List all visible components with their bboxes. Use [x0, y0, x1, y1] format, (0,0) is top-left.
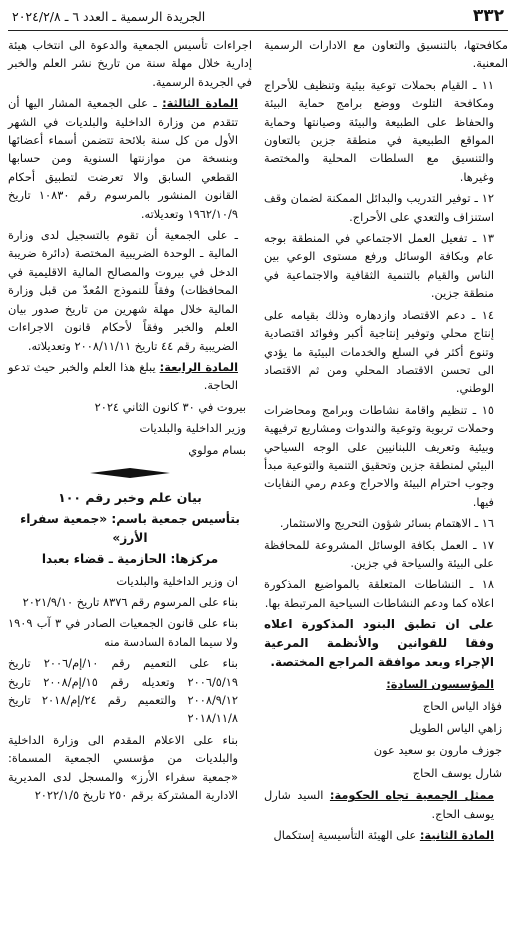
left-column [8, 36, 252, 926]
item-11: ١١ ـ القيام بحملات توعية بيئية وتنظيف للأحراج ومكافحة التلوث ووضع برامج حماية البيئة والحفاظ على الطبيعة والبيئة وصيانتها وحماية المواقع الطبيعية في منطقة جزين بالتعاون والتنسيق مع السلطات المحلية والمختصة وغيرها. [264, 77, 494, 184]
founder-name: شارل يوسف الحاج [412, 765, 502, 780]
item-13: ١٣ ـ تفعيل العمل الاجتماعي في المنطقة بوجه عام وبكافة الوسائل ورفع مستوى الوعي بين الناس والقيام بالتنمية الثقافية والاجتماعية في منطقة جزين. [264, 231, 494, 301]
gazette-title: الجريدة الرسمية ـ العدد ٦ ـ ٢٠٢٤/٢/٨ [12, 9, 206, 24]
article-three-text: ـ على الجمعية المشار اليها أن تتقدم من وزارة الداخلية والبلديات في الشهر الأول من كل سنة بلائحة تتضمن أسماء أعضائها وبنسخة من موازنتها السنوية ومن حسابها القطعي السابق والا تعرضت لتطبيق أحكام القانون المنشور بالمرسوم رقم ١٠٨٣٠ تاريخ ١٩٦٢/١٠/٩ وتعديلاته. [8, 96, 238, 221]
minister-line: ان وزير الداخلية والبلديات [116, 573, 238, 588]
article-two-text: على الهيئة التأسيسية إستكمال [273, 828, 420, 843]
conditions-paragraph: على ان تطبق البنود المذكورة اعلاه وفقا للقوانين والأنظمة المرعية الإجراء وبعد موافقة المراجع المختصة. [264, 617, 494, 670]
right-column [264, 36, 508, 926]
notice-location: مركزها: الحازمية ـ قضاء بعبدا [41, 552, 219, 567]
basis-law: بناء على قانون الجمعيات الصادر في ٣ آب ١٩٠٩ ولا سيما المادة السادسة منه [8, 616, 238, 649]
founders-label: المؤسسون السادة: [386, 677, 494, 692]
founders-list [264, 697, 508, 783]
article-three [8, 94, 252, 223]
item-15: ١٥ ـ تنظيم واقامة نشاطات وبرامج ومحاضرات وحملات تربوية وتوعية والندوات ومشاريع ترفيهية وبيئية وتعريف اللبنانيين على الوجه السياحي البيئي لمنطقة جزين وتحقيق التنمية والتوعية مبدأ وجوب احترام البيئة والاحراج وعدم رمي النفايات فيها. [264, 402, 494, 509]
notice-association-name: بتأسيس جمعية باسم: «جمعية سفراء الأرز» [20, 512, 240, 545]
article-two [264, 826, 508, 844]
item-18: ١٨ ـ النشاطات المتعلقة بالمواضيع المذكورة اعلاه كما ودعم النشاطات السياحية المرتبطة بها. [264, 577, 494, 610]
paragraph-continuation: مكافحتها، بالتنسيق والتعاون مع الادارات الرسمية المعنية. [264, 38, 508, 71]
basis-notification: بناء على الاعلام المقدم الى وزارة الداخلية والبلديات من مؤسسي الجمعية المسماة: «جمعية سفراء الأرز» والمسجل لدى المديرية الادارية المشتركة برقم ٢٥٠ تاريخ ٢٠٢٢/١/٥ [8, 732, 238, 803]
article-four-text: يبلغ هذا العلم والخبر حيث تدعو الحاجة. [8, 359, 238, 393]
basis-circular: بناء على التعميم رقم ١٠/إم/٢٠٠٦ تاريخ ٢٠٠٦/٥/١٩ وتعديله رقم ١٥/إم/٢٠٠٨ تاريخ ٢٠٠٨/٩/١٢ والتعميم رقم ٢٤/إم/٢٠١٨ تاريخ ٢٠١٨/١١/٨ [8, 656, 239, 726]
item-16: ١٦ ـ الاهتمام بسائر شؤون التحريج والاستثمار. [279, 516, 494, 531]
founder-name: جوزف مارون بو سعيد عون [373, 743, 502, 758]
article-two-label: المادة الثانية: [419, 828, 494, 843]
page-number: ٣٣٢ [472, 6, 504, 26]
signature-name: بسام مولوي [188, 442, 246, 457]
representative-value: السيد شارل يوسف الحاج. [264, 788, 494, 821]
representative-label: ممثل الجمعية تجاه الحكومة: [329, 788, 495, 803]
signature-block [8, 398, 252, 459]
tax-registration-paragraph: ـ على الجمعية أن تقوم بالتسجيل لدى وزارة المالية ـ الوحدة الضريبية المختصة (دائرة ضريبة الدخل في بيروت والمصالح المالية الاقليمية في المحافظات) وفقاً للنموذج المُعدّ من قبل وزارة المالية خلال مهلة شهرين من تاريخ صدور بيان العلم والخبر وفقاً لأحكام قانون الاجراءات الضريبية رقم ٤٤ تاريخ ٢٠٠٨/١١/١١ وتعديلاته. [8, 228, 238, 353]
government-representative [264, 786, 508, 823]
article-four-label: المادة الرابعة: [159, 359, 238, 374]
basis-decree: بناء على المرسوم رقم ٨٣٧٦ تاريخ ٢٠٢١/٩/١٠ [22, 594, 238, 609]
signature-place-date: بيروت في ٣٠ كانون الثاني ٢٠٢٤ [94, 399, 246, 414]
notice-title: بيان علم وخبر رقم ١٠٠ [58, 489, 202, 505]
divider-ornament-icon [90, 467, 170, 479]
signature-title: وزير الداخلية والبلديات [139, 421, 246, 436]
item-12: ١٢ ـ توفير التدريب والبدائل الممكنة لضمان وقف استنزاف والتعدي على الأحراج. [264, 191, 494, 224]
founder-name: فؤاد الياس الحاج [422, 698, 502, 713]
item-17: ١٧ ـ العمل بكافة الوسائل المشروعة للمحافظة على البيئة والسياحة في جزين. [264, 537, 494, 570]
article-three-label: المادة الثالثة: [162, 96, 238, 111]
article-four [8, 358, 252, 395]
item-14: ١٤ ـ دعم الاقتصاد وازدهاره وذلك بقيامه على إنتاج محلي وتوفير إنتاجية أكبر وفوائد اقتصادية وتنوع أكثر في السلع والخدمات البيئية ما يؤدي الى تحسن الاقتصاد المحلي ومن ثم الاقتصاد الوطني. [264, 307, 494, 396]
paragraph-continuation: اجراءات تأسيس الجمعية والدعوة الى انتخاب هيئة إدارية خلال مهلة سنة من تاريخ نشر العلم والخبر في الجريدة الرسمية. [8, 38, 252, 89]
section-divider [8, 467, 252, 479]
founder-name: زاهي الياس الطويل [409, 721, 502, 735]
page-header [8, 6, 508, 31]
